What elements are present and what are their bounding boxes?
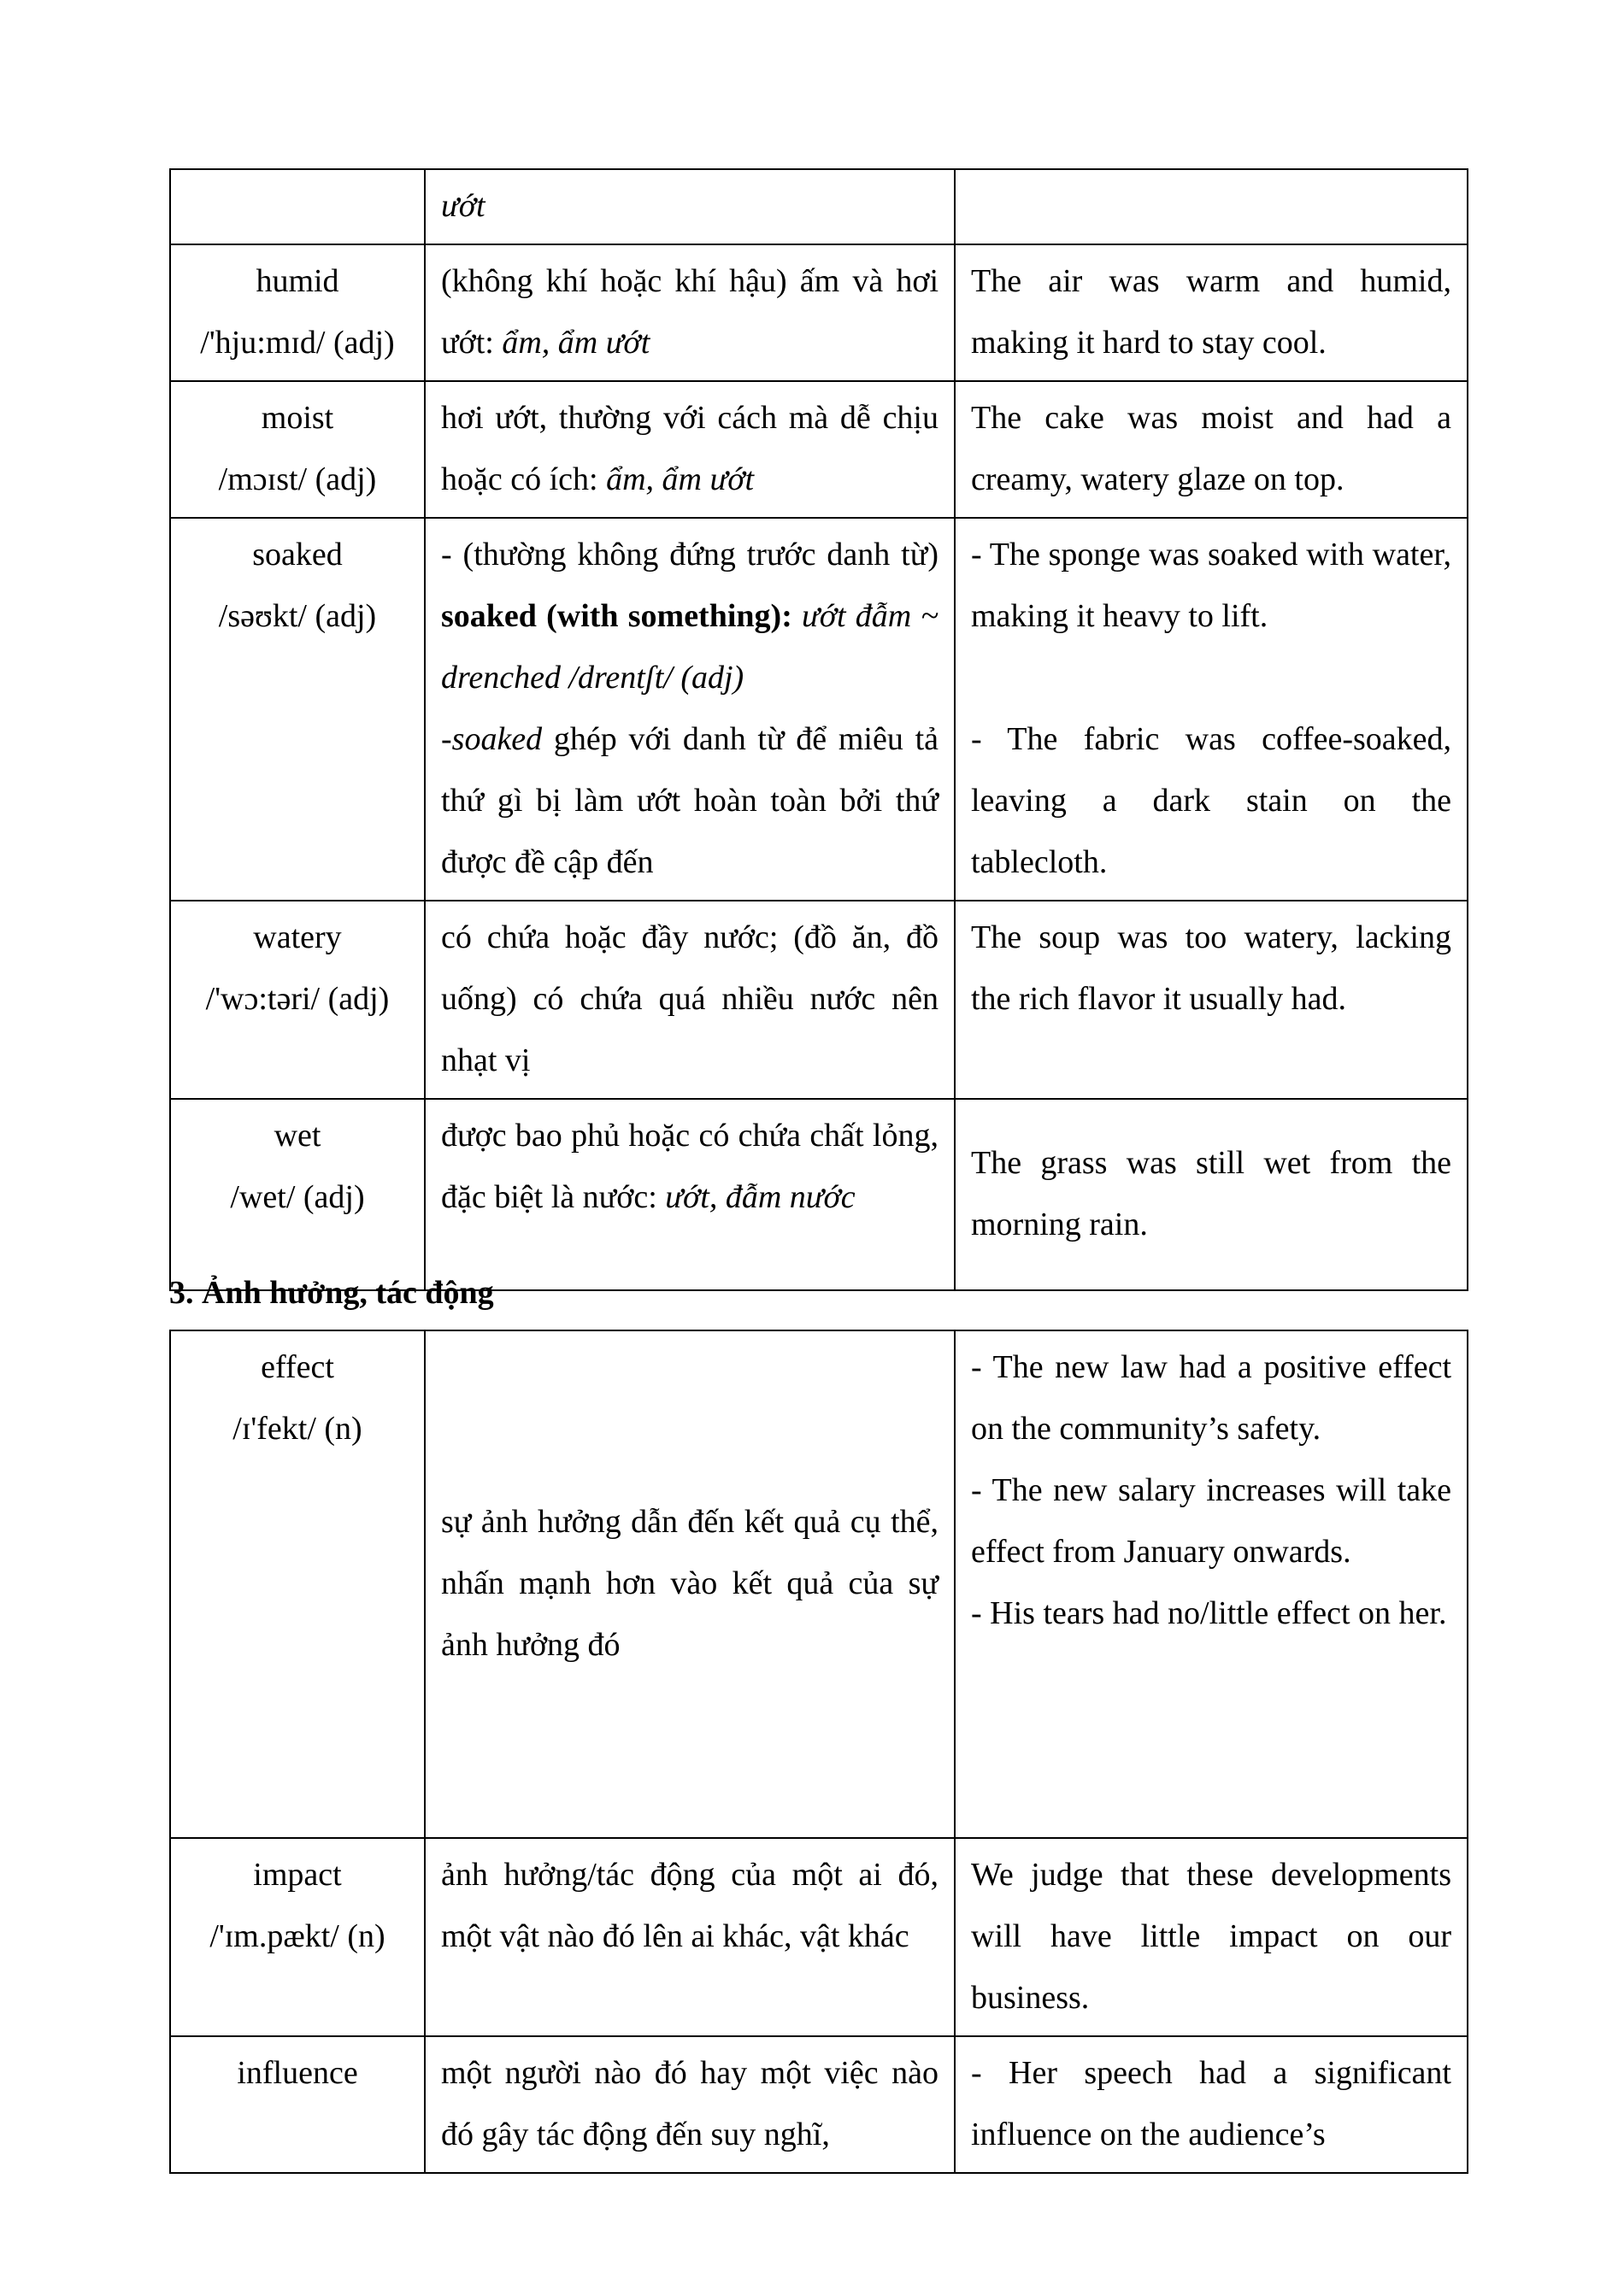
example-cell	[955, 518, 1468, 901]
ipa-text: /wet/ (adj)	[230, 1179, 365, 1215]
meaning-text: được bao phủ hoặc có chứa chất lỏng, đặc biệt là nước:	[441, 1118, 939, 1215]
example-text: - Her speech had a significant influence on the audience’s	[971, 2055, 1451, 2152]
meaning-translation: ẩm, ẩm ướt	[606, 461, 755, 497]
meaning-translation: ẩm, ẩm ướt	[502, 325, 650, 361]
table-row	[170, 2036, 1468, 2173]
meaning-cell	[425, 901, 955, 1099]
meaning-text: ướt	[441, 188, 485, 224]
example-cell	[955, 1099, 1468, 1290]
ipa-text: /'ɪm.pækt/ (n)	[209, 1918, 385, 1954]
example-text: We judge that these developments will have little impact on our business.	[971, 1857, 1451, 2016]
table-row	[170, 169, 1468, 244]
ipa-text: /'wɔ:təri/ (adj)	[205, 981, 390, 1017]
word-text: influence	[237, 2055, 358, 2091]
word-cell	[170, 1330, 425, 1838]
example-cell	[955, 169, 1468, 244]
meaning-pattern: soaked (with something):	[441, 598, 792, 634]
example-cell	[955, 381, 1468, 518]
example-text: - The sponge was soaked with water, making it heavy to lift.	[971, 537, 1451, 634]
word-cell	[170, 381, 425, 518]
example-cell	[955, 2036, 1468, 2173]
meaning-suffix: -soaked	[441, 721, 543, 757]
meaning-text: có chứa hoặc đầy nước; (đồ ăn, đồ uống) có chứa quá nhiều nước nên nhạt vị	[441, 919, 939, 1078]
word-text: wet	[274, 1118, 321, 1154]
meaning-cell	[425, 381, 955, 518]
word-cell	[170, 244, 425, 381]
table-row	[170, 244, 1468, 381]
meaning-text: ghép với danh từ để miêu tả thứ gì bị làm ướt hoàn toàn bởi thứ được đề cập đến	[441, 721, 939, 880]
meaning-translation: ướt đẫm ~ drenched /drentʃt/ (adj)	[441, 598, 939, 696]
table-row	[170, 901, 1468, 1099]
example-cell	[955, 901, 1468, 1099]
example-text: The soup was too watery, lacking the rich flavor it usually had.	[971, 919, 1451, 1017]
table-row	[170, 1330, 1468, 1838]
table-row	[170, 381, 1468, 518]
example-text: - His tears had no/little effect on her.	[971, 1595, 1447, 1631]
word-cell	[170, 518, 425, 901]
section-heading: 3. Ảnh hưởng, tác động	[169, 1275, 494, 1311]
example-text: - The fabric was coffee-soaked, leaving a dark stain on the tablecloth.	[971, 721, 1451, 880]
example-text: The air was warm and humid, making it hard to stay cool.	[971, 263, 1451, 361]
example-cell	[955, 1838, 1468, 2036]
vocabulary-table-influence	[169, 1330, 1468, 2174]
word-text: effect	[261, 1349, 334, 1385]
example-text: The cake was moist and had a creamy, watery glaze on top.	[971, 400, 1451, 497]
meaning-cell	[425, 518, 955, 901]
example-text: - The new salary increases will take effect from January onwards.	[971, 1472, 1451, 1570]
word-cell	[170, 2036, 425, 2173]
meaning-cell	[425, 169, 955, 244]
meaning-text: hơi ướt, thường với cách mà dễ chịu hoặc có ích:	[441, 400, 939, 497]
table-row	[170, 518, 1468, 901]
meaning-cell	[425, 1330, 955, 1838]
table-row	[170, 1838, 1468, 2036]
meaning-cell	[425, 2036, 955, 2173]
word-text: soaked	[252, 537, 343, 573]
meaning-cell	[425, 244, 955, 381]
example-cell	[955, 1330, 1468, 1838]
meaning-cell	[425, 1838, 955, 2036]
ipa-text: /səʊkt/ (adj)	[218, 598, 377, 634]
meaning-text: (không khí hoặc khí hậu) ấm và hơi ướt:	[441, 263, 939, 361]
meaning-translation: ướt, đẫm nước	[665, 1179, 856, 1215]
meaning-cell	[425, 1099, 955, 1290]
word-text: humid	[256, 263, 339, 299]
example-text: - The new law had a positive effect on the community’s safety.	[971, 1349, 1451, 1447]
word-text: impact	[253, 1857, 342, 1893]
vocabulary-table-wetness	[169, 168, 1468, 1291]
word-text: watery	[253, 919, 342, 955]
word-cell	[170, 1838, 425, 2036]
meaning-text: sự ảnh hưởng dẫn đến kết quả cụ thể, nhấn mạnh hơn vào kết quả của sự ảnh hưởng đó	[441, 1504, 939, 1663]
ipa-text: /mɔɪst/ (adj)	[218, 461, 377, 497]
word-cell	[170, 169, 425, 244]
meaning-text: một người nào đó hay một việc nào đó gây tác động đến suy nghĩ,	[441, 2055, 939, 2152]
word-text: moist	[261, 400, 334, 436]
ipa-text: /ɪ'fekt/ (n)	[232, 1411, 362, 1447]
example-text: The grass was still wet from the morning rain.	[971, 1145, 1451, 1242]
ipa-text: /'hju:mɪd/ (adj)	[200, 325, 395, 361]
meaning-text: ảnh hưởng/tác động của một ai đó, một vật nào đó lên ai khác, vật khác	[441, 1857, 939, 1954]
meaning-text: - (thường không đứng trước danh từ)	[441, 537, 939, 573]
example-cell	[955, 244, 1468, 381]
word-cell	[170, 901, 425, 1099]
